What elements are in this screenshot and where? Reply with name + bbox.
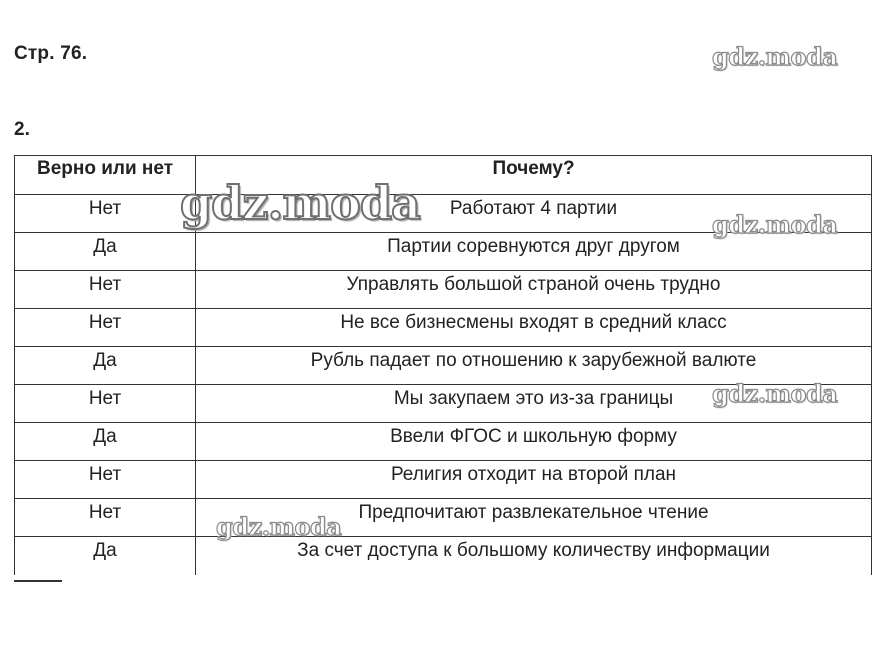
reason-cell: Не все бизнесмены входят в средний класс <box>196 309 872 347</box>
answer-cell: Нет <box>15 309 196 347</box>
table-row <box>15 537 872 575</box>
answer-cell: Нет <box>15 385 196 423</box>
reason-cell: Религия отходит на второй план <box>196 461 872 499</box>
table-row <box>15 423 872 461</box>
watermark-top-right: gdz.moda <box>712 42 838 71</box>
answer-cell: Да <box>15 537 196 575</box>
watermark-large-center: gdz.moda <box>180 176 420 230</box>
reason-cell: За счет доступа к большому количеству информации <box>196 537 872 575</box>
reason-cell: Предпочитают развлекательное чтение <box>196 499 872 537</box>
watermark-row9-center: gdz.moda <box>216 512 342 541</box>
answer-cell: Да <box>15 423 196 461</box>
reason-cell: Партии соревнуются друг другом <box>196 233 872 271</box>
answer-cell: Нет <box>15 195 196 233</box>
page-reference: Стр. 76. <box>14 43 88 64</box>
answer-cell: Нет <box>15 271 196 309</box>
answer-cell: Нет <box>15 461 196 499</box>
column-header-why: Почему? <box>196 156 872 195</box>
watermark-row1-right: gdz.moda <box>712 210 838 239</box>
table-bottom-rule <box>14 580 62 582</box>
table-row <box>15 461 872 499</box>
task-number: 2. <box>14 119 30 140</box>
column-header-true-false: Верно или нет <box>15 156 196 195</box>
answer-cell: Нет <box>15 499 196 537</box>
reason-cell: Управлять большой страной очень трудно <box>196 271 872 309</box>
table-row <box>15 271 872 309</box>
table-row <box>15 309 872 347</box>
reason-cell: Ввели ФГОС и школьную форму <box>196 423 872 461</box>
watermark-row6-right: gdz.moda <box>712 379 838 408</box>
reason-cell: Мы закупаем это из-за границы <box>196 385 872 423</box>
reason-cell: Работают 4 партии <box>196 195 872 233</box>
table-header-row <box>15 156 872 195</box>
answer-cell: Да <box>15 347 196 385</box>
table-row <box>15 499 872 537</box>
reason-cell: Рубль падает по отношению к зарубежной валюте <box>196 347 872 385</box>
answer-cell: Да <box>15 233 196 271</box>
